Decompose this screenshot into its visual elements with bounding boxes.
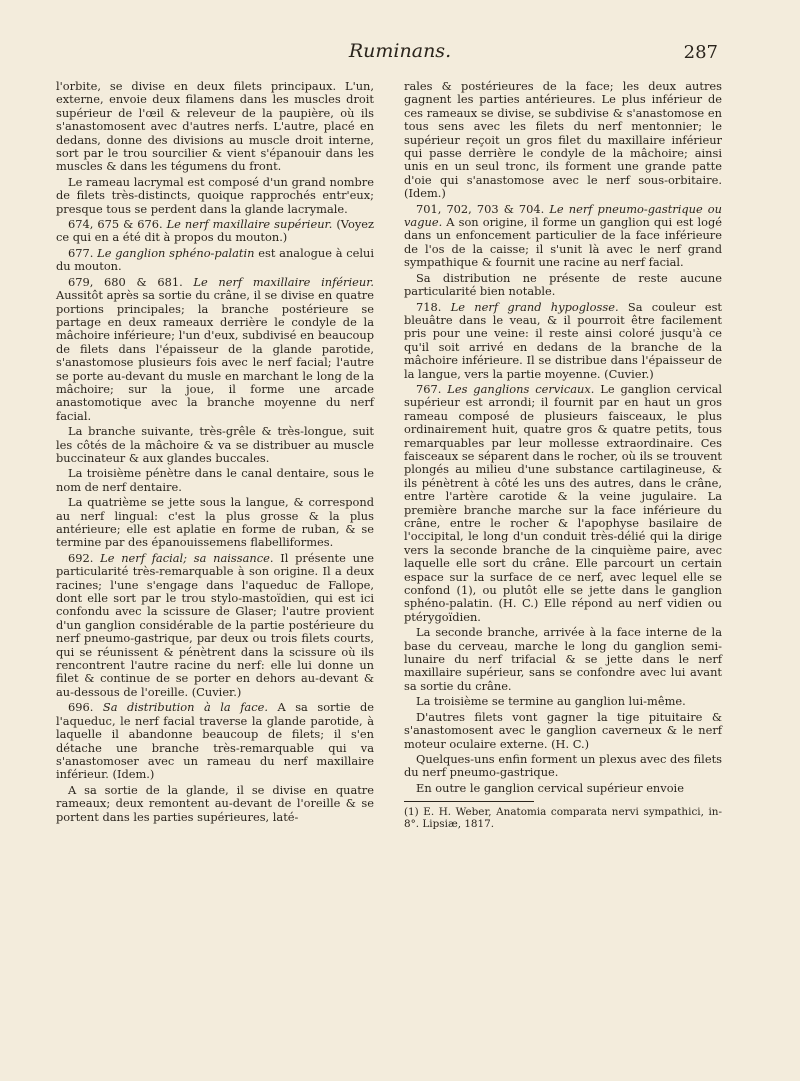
paragraph-text: Il présente une particularité très-remarquable à son origine. Il a deux racines; l'une s'engage dans l'aqueduc de Fallope, dont elle sort par le trou stylo-mastoïdien, qui est ici confondu avec la scissure de Glaser; l'autre provient d'un ganglion considérable de la partie postérieure du nerf pneumo-gastrique, par deux ou trois filets courts, qui se réunissent & pénètrent dans la scissure où ils rencontrent l'autre racine du nerf: elle lui donne un filet & continue de se porter en dehors au-devant & au-dessous de l'oreille. (Cuvier.) [56,550,375,699]
section-number: 767. [416,381,442,396]
section-heading: Le nerf facial; sa naissance. [100,550,274,565]
section-number: 674, 675 & 676. [68,217,163,232]
section-number: 696. [68,700,94,715]
paragraph [404,383,722,624]
section-heading: Le nerf maxillaire supérieur. [166,217,333,232]
paragraph-text: A son origine, il forme un ganglion qui est logé dans un enfoncement particulier de la face inférieure de l'os de la caisse; il s'unit là avec le nerf grand sympathique & fournit une racine au nerf facial. [404,215,722,270]
paragraph-text: La troisième pénètre dans le canal dentaire, sous le nom de nerf dentaire. [56,466,374,494]
paragraph-text: Quelques-uns enfin forment un plexus avec des filets du nerf pneumo-gastrique. [404,751,722,780]
paragraph [404,753,722,780]
section-heading: Le nerf grand hypoglosse. [450,299,619,314]
running-header [0,40,800,72]
paragraph [56,467,374,494]
paragraph [404,626,722,693]
paragraph [56,247,374,274]
paragraph-text: Le rameau lacrymal est composé d'un grand nombre de filets très-distincts, quoique rapprochés entr'eux; presque tous se perdent dans la glande lacrymale. [56,174,374,216]
paragraph [56,552,374,699]
paragraph [56,218,374,245]
paragraph [56,425,374,465]
section-number: 677. [68,245,94,260]
paragraph [56,496,374,550]
paragraph-text: rales & postérieures de la face; les deux autres gagnent les parties antérieures. Le plus inférieur de ces rameaux se divise, se subdivise & s'anastomose en tous sens avec les filets du nerf mentonnier; le supérieur reçoit un gros filet du maxillaire inférieur qui passe derrière le condyle de la mâchoire; ainsi unis en un seul tronc, ils forment une grande patte d'oie qui s'anastomose avec le nerf sous-orbitaire. (Idem.) [404,79,722,201]
paragraph-text: Le ganglion cervical supérieur est arrondi; il fournit par en haut un gros rameau composé de plusieurs faisceaux, le plus ordinairement huit, quatre gros & quatre petits, tous remarquables par leur mollesse extraordinaire. Ces faisceaux se séparent dans le rocher, où ils se trouvent plongés au milieu d'une substance cartilagineuse, & ils pénètrent à côté les uns des autres, dans le crâne, entre l'artère carotide & la veine jugulaire. La première branche marche sur la face inférieure du crâne, entre le rocher & l'apophyse basilaire de l'occipital, le long d'un conduit très-délié qui la dirige vers la seconde branche de la cinquième paire, avec laquelle elle sort du crâne. Elle parcourt un certain espace sur la surface de ce nerf, avec lequel elle se confond (1), ou plutôt elle se jette dans le ganglion sphéno-palatin. (H. C.) Elle répond au nerf vidien ou ptérygoïdien. [404,381,723,624]
paragraph [56,784,374,824]
paragraph-text: Aussitôt après sa sortie du crâne, il se divise en quatre portions principales; la branche postérieure se partage en deux rameaux derrière le condyle de la mâchoire inférieure; l'un d'eux, subdivisé en beaucoup de filets dans l'épaisseur de la glande parotide, s'anastomose plusieurs fois avec le nerf facial; l'autre se porte au-devant du musle en marchant le long de la mâchoire; sur la joue, il forme une arcade anastomotique avec la branche moyenne du nerf facial. [56,288,374,423]
section-heading: Les ganglions cervicaux. [447,381,595,396]
section-number: 701, 702, 703 & 704. [416,201,545,216]
paragraph-text: En outre le ganglion cervical supérieur envoie [416,780,684,795]
paragraph-text: La seconde branche, arrivée à la face interne de la base du cerveau, marche le long du ganglion semi-lunaire du nerf trifacial & se jette dans le nerf maxillaire supérieur, sans se confondre avec lui avant sa sortie du crâne. [404,625,722,693]
page-number: 287 [683,42,718,63]
paragraph-text: est analogue à celui du mouton. [56,245,374,274]
left-column [56,80,374,826]
paragraph-text: La quatrième se jette sous la langue, & correspond au nerf lingual: c'est la plus grosse & la plus antérieure; elle est aplatie en forme de ruban, & se termine par des épanouissemens flabelliformes. [56,495,374,550]
paragraph-text: A sa sortie de l'aqueduc, le nerf facial traverse la glande parotide, à laquelle il abandonne beaucoup de filets; il s'en détache une branche très-remarquable qui va s'anastomoser avec un rameau du nerf maxillaire inférieur. (Idem.) [56,700,375,782]
paragraph [56,276,374,423]
paragraph-text: Sa couleur est bleuâtre dans le veau, & il pourroit être facilement pris pour une veine: il reste ainsi coloré jusqu'à ce qu'il soit arrivé en dedans de la branche de la mâchoire inférieure. Il se distribue dans l'épaisseur de la langue, vers la partie moyenne. (Cuvier.) [404,299,722,381]
paragraph [404,272,722,299]
footnote-rule [404,801,534,802]
paragraph [56,701,374,781]
footnote: (1) E. H. Weber, Anatomia comparata nervi sympathici, in-8°. Lipsiæ, 1817. [404,806,722,831]
paragraph-text: (Voyez ce qui en a été dit à propos du mouton.) [56,217,375,245]
paragraph [404,203,722,270]
paragraph [56,176,374,216]
paragraph [404,782,722,795]
section-number: 679, 680 & 681. [68,274,183,289]
paragraph [404,695,722,708]
right-column [404,80,722,832]
section-heading: Sa distribution à la face. [102,700,268,715]
running-title: Ruminans. [348,40,452,62]
section-number: 718. [416,299,442,314]
section-number: 692. [68,550,94,565]
paragraph-text: D'autres filets vont gagner la tige pituitaire & s'anastomosent avec le ganglion caverneux & le nerf moteur oculaire externe. (H. C.) [404,709,722,751]
paragraph-text: A sa sortie de la glande, il se divise en quatre rameaux; deux remontent au-devant de l'oreille & se portent dans les parties supérieures, laté- [56,782,374,824]
paragraph-text: Sa distribution ne présente de reste aucune particularité bien notable. [404,270,722,299]
paragraph-text: l'orbite, se divise en deux filets principaux. L'un, externe, envoie deux filamens dans les muscles droit supérieur de l'œil & releveur de la paupière, où ils s'anastomosent avec d'autres nerfs. L'autre, placé en dedans, donne des divisions au muscle droit interne, sort par le trou sourcilier & vient s'épanouir dans les muscles & dans les tégumens du front. [56,79,374,174]
paragraph [404,711,722,751]
paragraph [404,80,722,201]
paragraph-text: La troisième se termine au ganglion lui-même. [416,694,686,709]
section-heading: Le nerf pneumo-gastrique ou vague. [404,201,722,230]
section-heading: Le nerf maxillaire inférieur. [193,274,375,289]
paragraph [56,80,374,174]
paragraph-text: La branche suivante, très-grêle & très-longue, suit les côtés de la mâchoire & va se distribuer au muscle buccinateur & aux glandes buccales. [56,424,374,465]
paragraph [404,301,722,381]
section-heading: Le ganglion sphéno-palatin [97,245,255,260]
